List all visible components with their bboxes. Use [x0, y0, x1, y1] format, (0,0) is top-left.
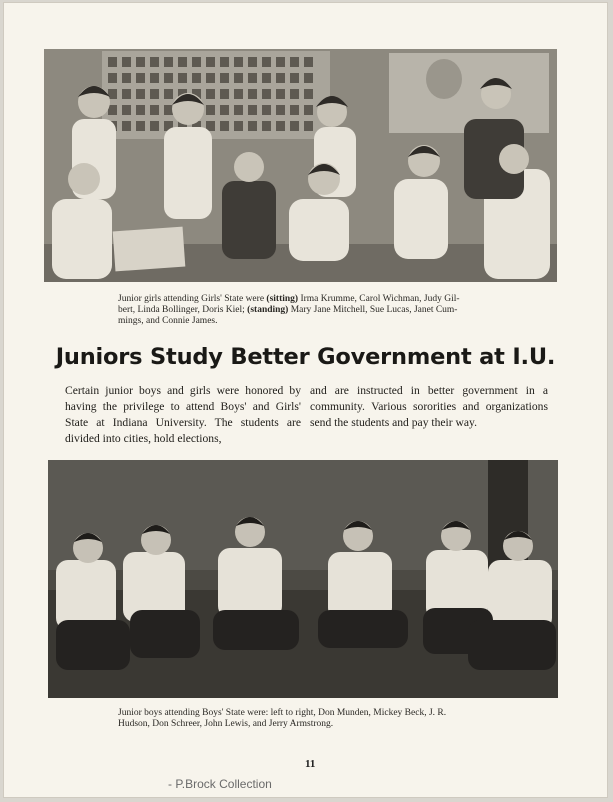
caption-text: Junior girls attending Girls' State were	[118, 294, 267, 304]
collection-watermark: - P.Brock Collection	[168, 777, 272, 791]
caption-line	[118, 316, 490, 327]
girls-photo-caption	[118, 294, 490, 327]
article-column-2: and are instructed in better government in a community. Various sororities and organizations send the students and pay their way.	[310, 384, 548, 429]
caption-line	[118, 294, 490, 305]
yearbook-page	[3, 2, 608, 798]
caption-text: mings, and Connie James.	[118, 316, 218, 326]
boys-state-photo	[48, 460, 558, 698]
caption-line: Junior boys attending Boys' State were: left to right, Don Munden, Mickey Beck, J. R.	[118, 708, 447, 718]
page-number: 11	[305, 758, 316, 770]
article-column-1: Certain junior boys and girls were honored by having the privilege to attend Boys' and Girls' State at Indiana University. The students are divided into cities, hold elections,	[65, 384, 301, 445]
caption-bold: (standing)	[247, 305, 289, 315]
girls-state-photo	[44, 49, 557, 282]
article-headline: Juniors Study Better Government at I.U.	[55, 344, 556, 370]
boys-photo-caption	[118, 708, 486, 730]
caption-text: Mary Jane Mitchell, Sue Lucas, Janet Cum-	[288, 305, 458, 315]
caption-bold: (sitting)	[266, 294, 299, 304]
caption-text: bert, Linda Bollinger, Doris Kiel;	[118, 305, 248, 315]
caption-text: Irma Krumme, Carol Wichman, Judy Gil-	[298, 294, 460, 304]
caption-line: Hudson, Don Schreer, John Lewis, and Jerry Armstrong.	[118, 719, 334, 729]
caption-line	[118, 305, 490, 316]
